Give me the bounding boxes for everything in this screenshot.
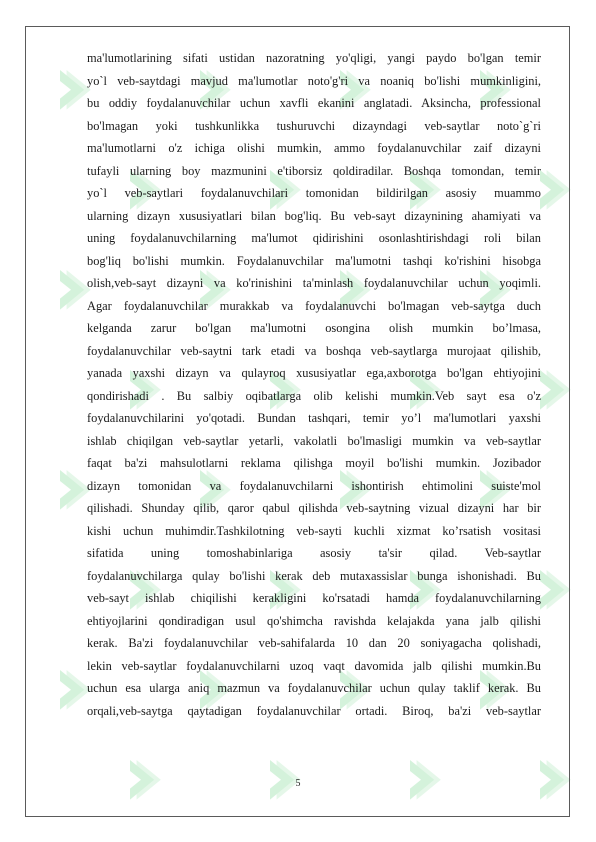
text-line: dizayn tomonidan va foydalanuvchilarni ishontirish ehtimolini suiste'mol	[87, 478, 541, 493]
text-line: tufayli ularning boy mazmunini e'tiborsiz qoldiradilar. Boshqa tomondan, temir	[87, 163, 541, 178]
text-line: ma'lumotlarining sifati ustidan nazoratning yo'qligi, yangi paydo bo'lgan temir	[87, 51, 541, 65]
text-line: yo`l veb-saytlari foydalanuvchilari tomonidan bildirilgan asosiy muammo	[87, 186, 541, 200]
text-line: bo'lmagan yoki tushkunlikka tushuruvchi dizayndagi veb-saytlar noto`g`ri	[87, 118, 541, 133]
text-line: foydalanuvchilarga qulay bo'lishi kerak deb mutaxassislar bunga ishonishadi. Bu	[87, 568, 541, 583]
text-line: uning foydalanuvchilarning ma'lumot qidirishini osonlashtirishdagi roli bilan	[87, 231, 541, 245]
page-number: 5	[295, 778, 301, 789]
text-line: bu oddiy foydalanuvchilar uchun xavfli ekanini anglatadi. Aksincha, professional	[87, 96, 541, 110]
text-line: ularning dizayn xususiyatlari bilan bog'liq. Bu veb-sayt dizaynining ahamiyati va	[87, 208, 541, 223]
text-line: ishlab chiqilgan veb-saytlar yetarli, vakolatli bo'lmasligi mumkin va veb-saytlar	[87, 433, 541, 448]
text-line: orqali,veb-saytga qaytadigan foydalanuvchilar ortadi. Biroq, ba'zi veb-saytlar	[87, 703, 541, 718]
text-line: qondirishadi . Bu salbiy oqibatlarga olib kelishi mumkin.Veb sayt esa o'z	[87, 388, 541, 403]
text-line: foydalanuvchilarini yo'qotadi. Bundan tashqari, temir yo’l ma'lumotlari yaxshi	[87, 411, 541, 425]
text-line: veb-sayt ishlab chiqilishi kerakligini ko'rsatadi hamda foydalanuvchilarning	[87, 591, 541, 605]
text-line: foydalanuvchilar veb-saytni tark etadi va boshqa veb-saytlarga murojaat qilishib,	[87, 343, 541, 358]
text-line: yanada yaxshi dizayn va qulayroq xususiyatlar ega,axborotga bo'lgan ehtiyojini	[87, 366, 541, 380]
text-line: yo`l veb-saytdagi mavjud ma'lumotlar noto'g'ri va noaniq bo'lishi mumkinligini,	[87, 73, 541, 88]
text-line: Agar foydalanuvchilar murakkab va foydalanuvchi bo'lmagan veb-saytga duch	[87, 298, 541, 313]
text-line: lekin veb-saytlar foydalanuvchilarni uzoq vaqt davomida jalb qilishi mumkin.Bu	[87, 658, 541, 673]
body-paragraph	[87, 47, 541, 722]
text-line: olish,veb-sayt dizayni va ko'rinishini ta'minlash foydalanuvchilar uchun yoqimli.	[87, 276, 541, 290]
text-line: ma'lumotlarni o'z ichiga olishi mumkin, ammo foydalanuvchilar zaif dizayni	[87, 141, 541, 155]
text-line: kerak. Ba'zi foydalanuvchilar veb-sahifalarda 10 dan 20 soniyagacha qolishadi,	[87, 636, 541, 650]
text-line: kelganda zarur bo'lgan ma'lumotni osongina olish mumkin bo’lmasa,	[87, 321, 541, 335]
text-line: kishi uchun muhimdir.Tashkilotning veb-sayti kuchli xizmat ko’rsatish vositasi	[87, 523, 541, 538]
text-line: uchun esa ularga aniq mazmun va foydalanuvchilar uchun qulay taklif kerak. Bu	[87, 681, 541, 695]
text-line: bog'liq bo'lishi mumkin. Foydalanuvchilar ma'lumotni tashqi ko'rishini hisobga	[87, 253, 541, 268]
text-line: qilishadi. Shunday qilib, qaror qabul qilishda veb-saytning vizual dizayni har bir	[87, 501, 541, 515]
text-line: sifatida uning tomoshabinlariga asosiy ta'sir qilad. Veb-saytlar	[87, 546, 541, 560]
text-line: ehtiyojlarini qondiradigan usul qo'shimcha ravishda kelajakda yana jalb qilishi	[87, 613, 541, 628]
text-line: faqat ba'zi mahsulotlarni reklama qilishga moyil bo'lishi mumkin. Jozibador	[87, 456, 541, 470]
